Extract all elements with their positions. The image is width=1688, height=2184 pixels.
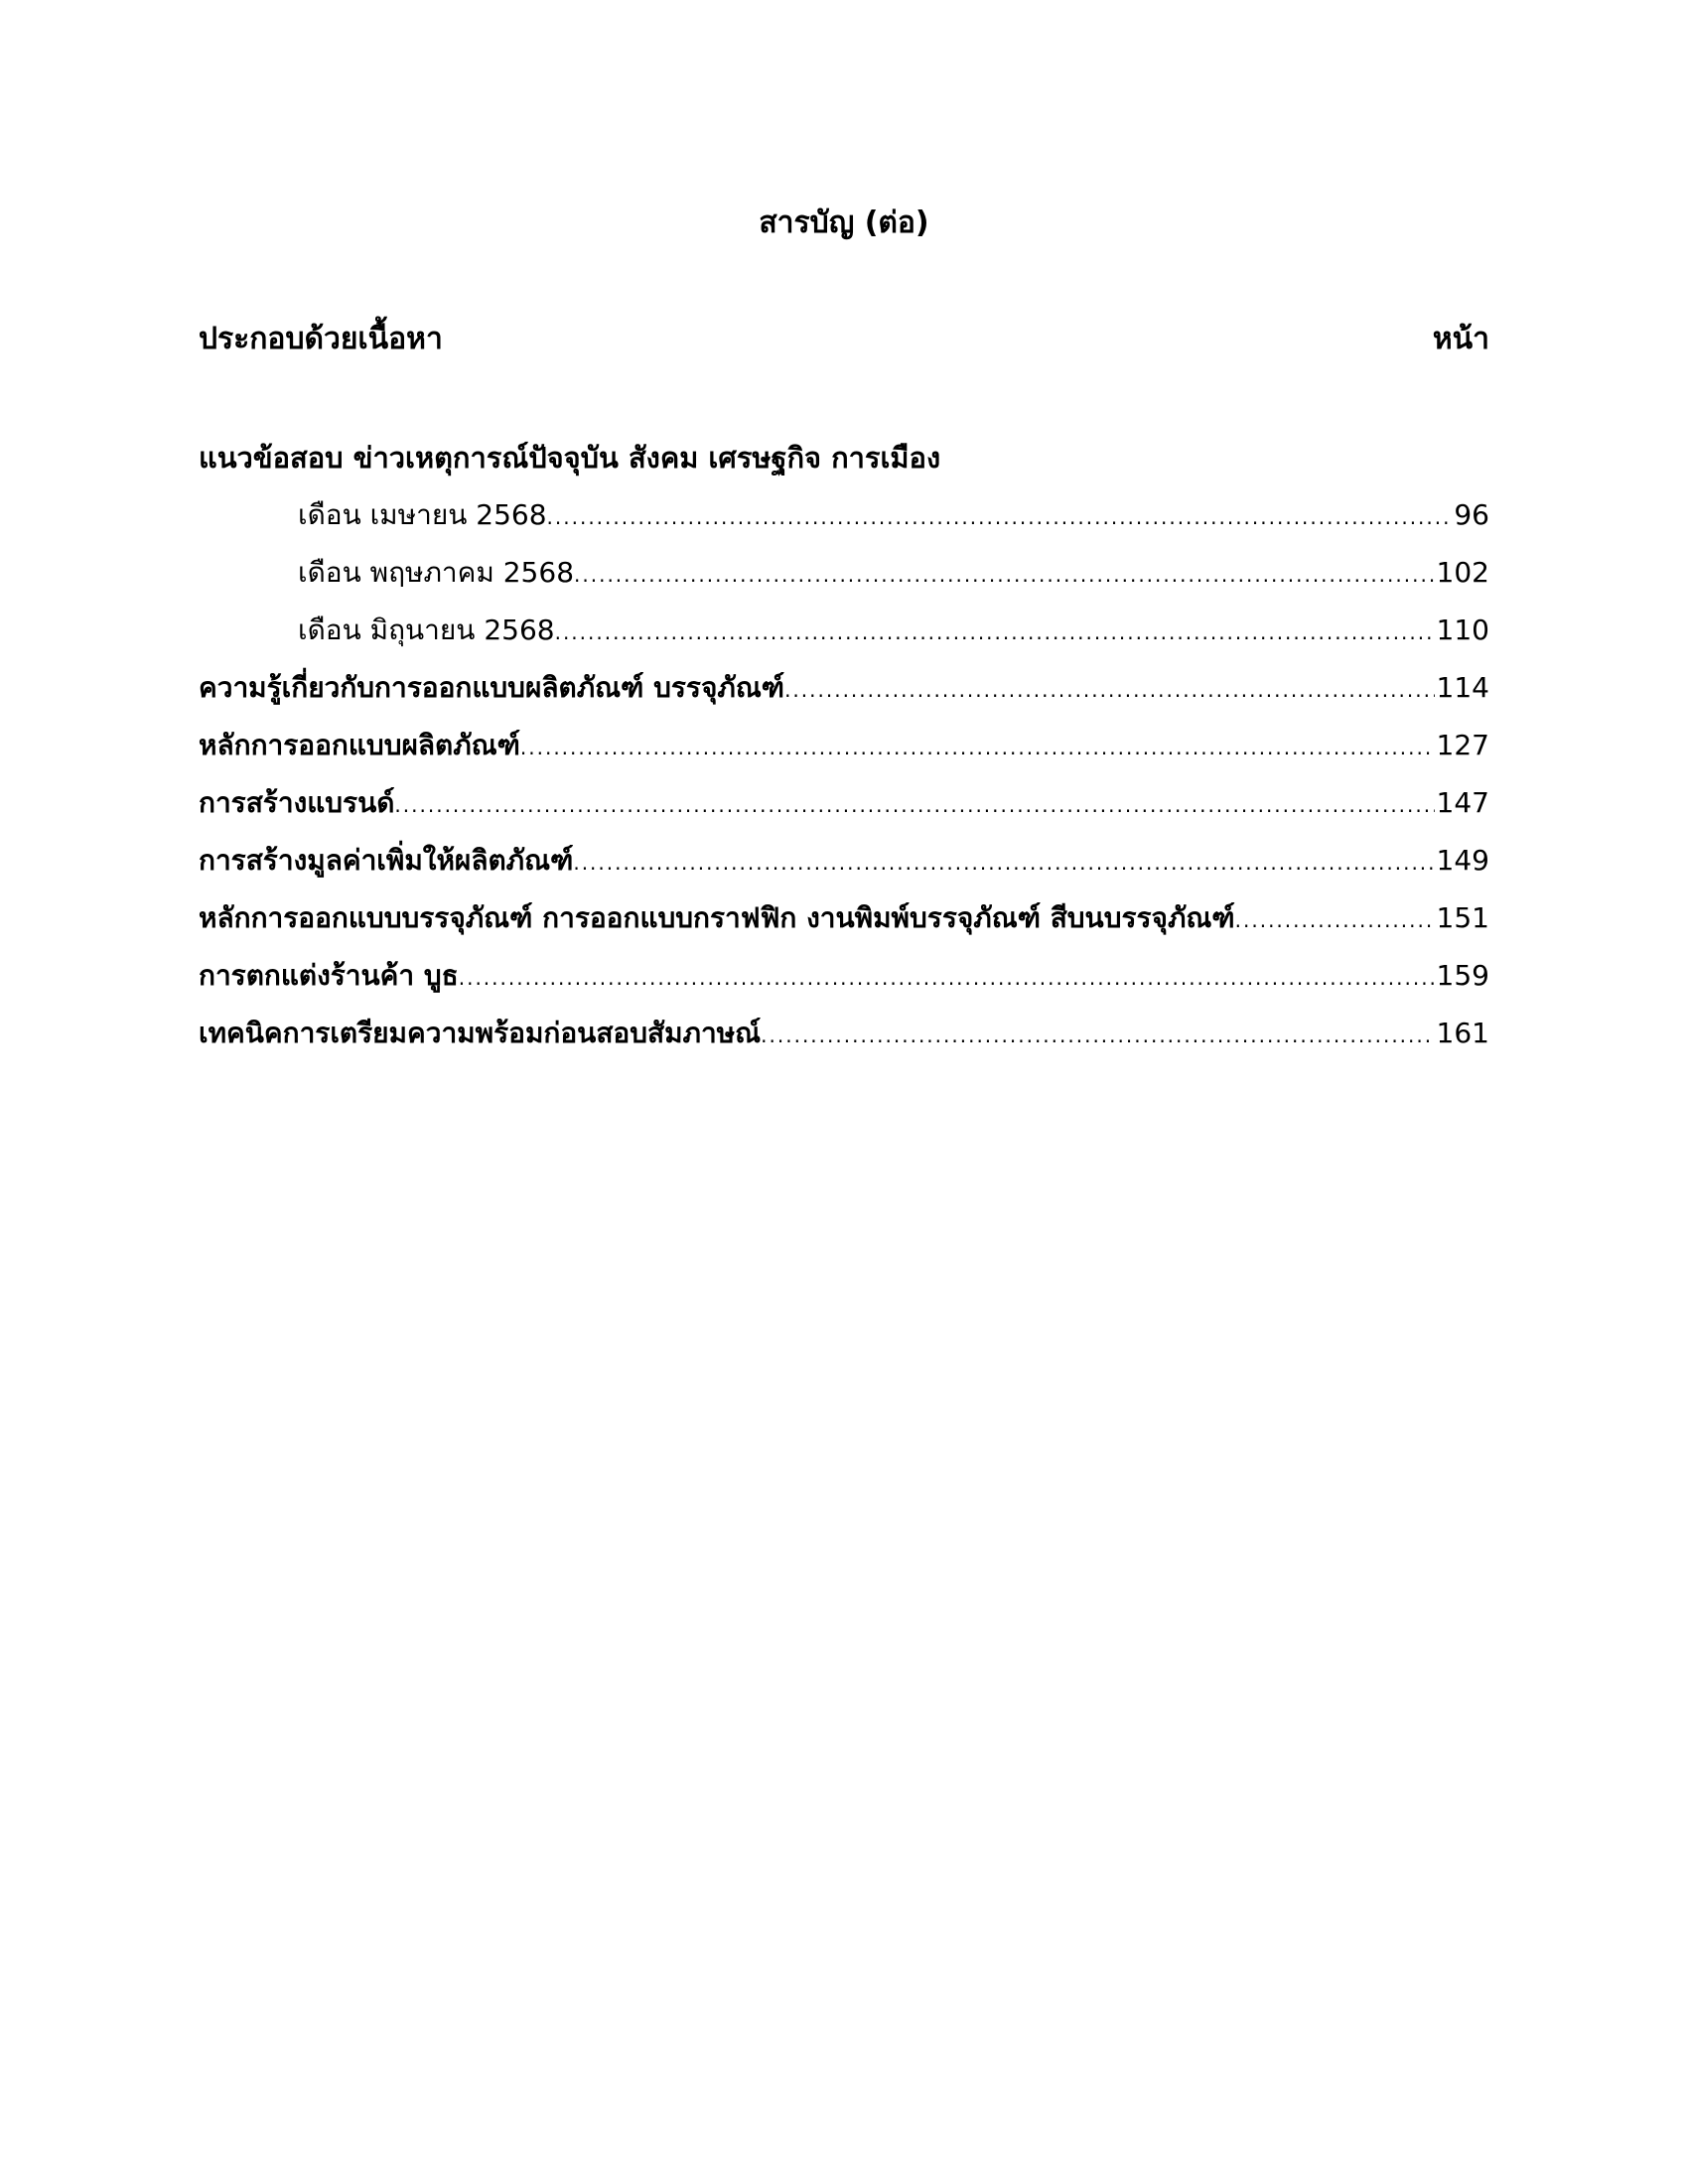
toc-entry[interactable] [199, 840, 1489, 897]
dot-leader [547, 494, 1453, 538]
toc-entry[interactable] [199, 782, 1489, 840]
dot-leader [459, 955, 1435, 999]
toc-page-number: 147 [1436, 786, 1489, 819]
toc-page-number: 114 [1436, 671, 1489, 704]
toc-subitem[interactable] [199, 494, 1489, 552]
dot-leader [784, 667, 1434, 711]
toc-subitem[interactable] [199, 610, 1489, 667]
toc-entry-label: หลักการออกแบบบรรจุภัณฑ์ การออกแบบกราฟฟิก งานพิมพ์บรรจุภัณฑ์ สีบนบรรจุภัณฑ์ [199, 901, 1235, 934]
toc-entry-label: เทคนิคการเตรียมความพร้อมก่อนสอบสัมภาษณ์ [199, 1017, 762, 1049]
toc-page-number: 110 [1436, 614, 1489, 646]
contents-column-label: ประกอบด้วยเนื้อหา [199, 322, 443, 356]
toc-entry-label: การตกแต่งร้านค้า บูธ [199, 959, 459, 992]
page-column-label: หน้า [1432, 322, 1489, 356]
toc-page-number: 149 [1436, 844, 1489, 877]
toc-entry[interactable] [199, 955, 1489, 1013]
page-title: สารบัญ (ต่อ) [759, 205, 929, 240]
table-of-contents [199, 437, 1489, 1070]
toc-entry[interactable] [199, 667, 1489, 725]
toc-entry[interactable] [199, 897, 1489, 955]
toc-subitem-label: เดือน เมษายน 2568 [298, 498, 547, 531]
dot-leader [573, 840, 1434, 884]
toc-subitem[interactable] [199, 552, 1489, 610]
toc-entry[interactable] [199, 725, 1489, 782]
toc-page-number: 96 [1454, 498, 1489, 531]
toc-header [199, 320, 1489, 359]
section-heading: แนวข้อสอบ ข่าวเหตุการณ์ปัจจุบัน สังคม เศรษฐกิจ การเมือง [199, 441, 941, 475]
toc-page-number: 151 [1436, 901, 1489, 934]
toc-entry-label: หลักการออกแบบผลิตภัณฑ์ [199, 729, 520, 761]
toc-page-number: 127 [1436, 729, 1489, 761]
dot-leader [761, 1013, 1434, 1056]
dot-leader [574, 552, 1435, 596]
toc-page-number: 102 [1436, 556, 1489, 589]
toc-subitem-label: เดือน พฤษภาคม 2568 [298, 556, 575, 589]
dot-leader [394, 782, 1434, 826]
dot-leader [520, 725, 1435, 768]
dot-leader [555, 610, 1435, 653]
toc-page-number: 159 [1436, 959, 1489, 992]
dot-leader [1235, 897, 1435, 941]
toc-entry[interactable] [199, 1013, 1489, 1070]
toc-entry-label: การสร้างมูลค่าเพิ่มให้ผลิตภัณฑ์ [199, 844, 574, 877]
toc-subitem-label: เดือน มิถุนายน 2568 [298, 614, 555, 646]
toc-page-number: 161 [1436, 1017, 1489, 1049]
toc-entry-label: การสร้างแบรนด์ [199, 786, 395, 819]
toc-entry-label: ความรู้เกี่ยวกับการออกแบบผลิตภัณฑ์ บรรจุภัณฑ์ [199, 671, 785, 704]
